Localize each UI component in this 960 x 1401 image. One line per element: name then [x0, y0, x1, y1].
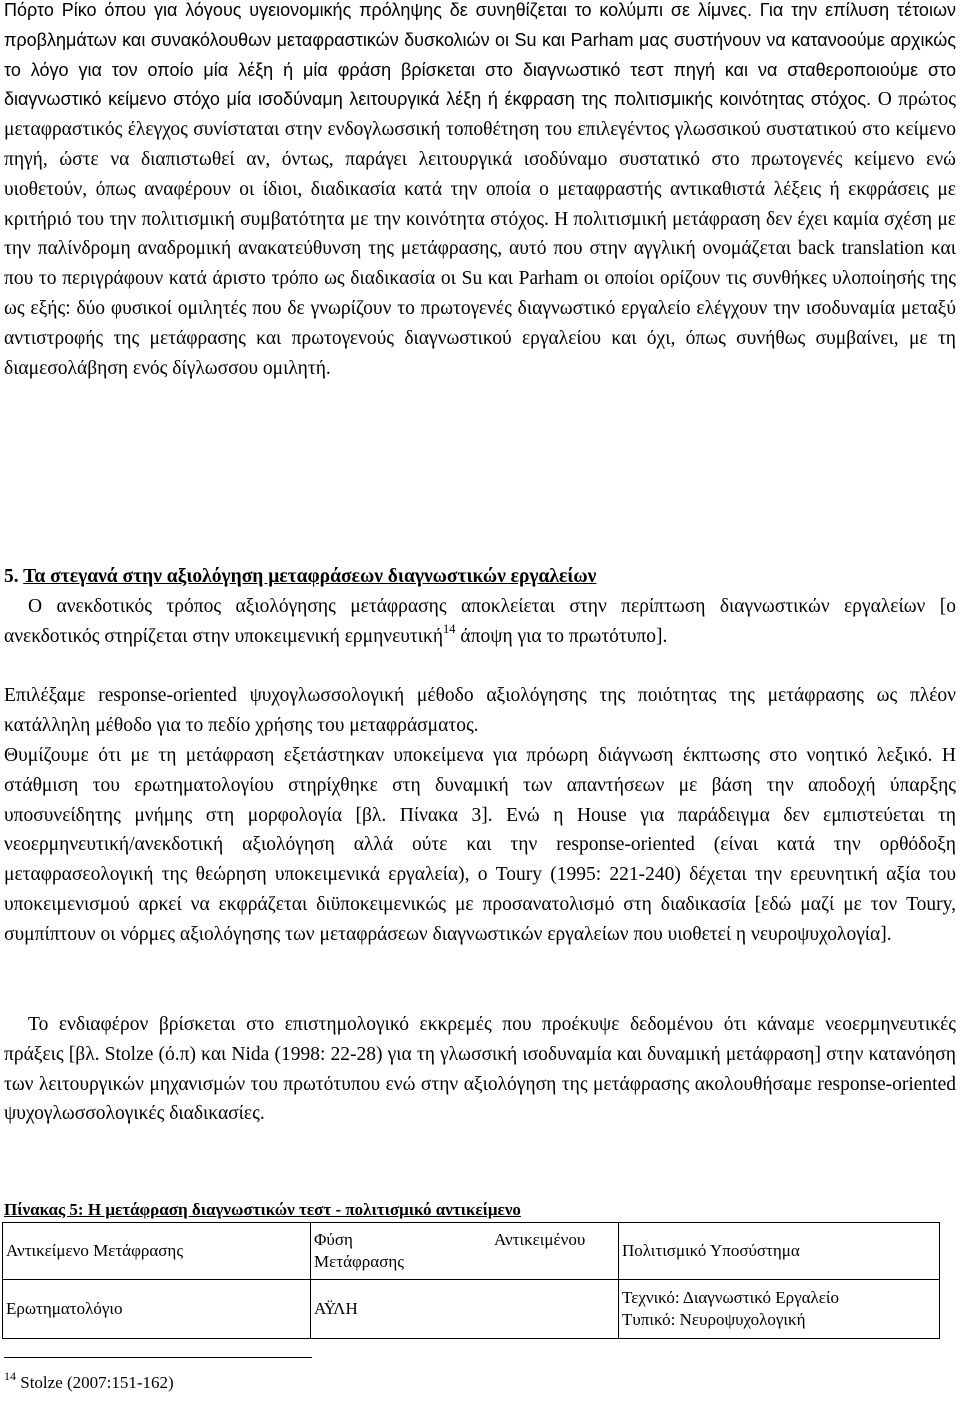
paragraph-text: Ο πρώτος μεταφραστικός έλεγχος συνίσταται στην ενδογλωσσική τοποθέτηση του επιλεγέντος γλωσσικού συστατικού στο κείμενο πηγή, ώστε να διαπιστωθεί αν, όντως, παράγει λειτουργικά ισοδύναμο συστατικό στο πρωτογενές κείμενο ενώ υιοθετούν, όπως αναφέρουν οι ίδιοι, διαδικασία κατά την οποία ο μεταφραστής αντικαθιστά λέξεις ή εκφράσεις με κριτήριό του την πολιτισμική συμβατότητα με την κοινότητα στόχος. Η πολιτισμική μετάφραση δεν έχει καμία σχέση με την παλίνδρομη αναδρομική ανακατεύθυνση της μετάφρασης, αυτό που στην αγγλική ονομάζεται back translation και που το περιγράφουν κατά άριστο τρόπο ως διαδικασία οι Su και Parham οι οποίοι ορίζουν τις συνθήκες υλοποίησής της ως εξής: δύο φυσικοί ομιλητές που δε γνωρίζουν το πρωτογενές διαγνωστικό εργαλείο ελέγχουν την ισοδυναμία μεταξύ αντιστροφής της μετάφρασης και πρωτογενούς διαγνωστικού εργαλείου και όχι, όπως συνήθως συμβαίνει, με τη διαμεσολάβηση ενός δίγλωσσου ομιλητή.: [4, 89, 957, 379]
footnote-reference: 14: [443, 621, 456, 636]
table-caption: Πίνακας 5: Η μετάφραση διαγνωστικών τεστ - πολιτισμικό αντικείμενο: [4, 1200, 521, 1219]
paragraph-text: Το ενδιαφέρον βρίσκεται στο επιστημολογικό εκκρεμές που προέκυψε δεδομένου ότι κάναμε νεοερμηνευτικές πράξεις [βλ. Stolze (ό.π) και Nida (1998: 22-28) για τη γλωσσική ισοδυναμία και δυναμική μετάφραση] στην κατανόηση των λειτουργικών μηχανισμών του πρωτότυπου ενώ στην αξιολόγηση της μετάφρασης ακολουθήσαμε response-oriented ψυχογλωσσολογικές διαδικασίες.: [4, 1014, 956, 1125]
section-heading: [4, 562, 956, 592]
footnote-number: 14: [4, 1369, 16, 1383]
header-cell: [619, 1223, 940, 1280]
cell-value: Τυπικό: Νευροψυχολογική: [622, 1310, 806, 1329]
body-paragraph: [4, 1010, 956, 1129]
cell-value: Ερωτηματολόγιο: [6, 1299, 123, 1318]
paragraph-text: άποψη για το πρωτότυπο].: [455, 625, 668, 647]
table-cell: [619, 1280, 940, 1339]
section-number: 5.: [4, 566, 19, 587]
cell-value: ΑΫΛΗ: [314, 1299, 358, 1318]
section-title: Τα στεγανά στην αξιολόγηση μεταφράσεων διαγνωστικών εργαλείων: [23, 566, 597, 587]
table-cell: [3, 1280, 311, 1339]
header-label: Αντικειμένου: [494, 1230, 586, 1249]
footnote-text: Stolze (2007:151-162): [16, 1373, 174, 1392]
header-label: Μετάφρασης: [314, 1252, 404, 1271]
paragraph-text: Επιλέξαμε response-oriented ψυχογλωσσολογική μέθοδο αξιολόγησης της ποιότητας της μετάφρασης ως πλέον κατάλληλη μέθοδο για το πεδίο χρήσης του μεταφράσματος.: [4, 685, 956, 736]
header-label: Αντικείμενο Μετάφρασης: [6, 1241, 184, 1260]
paragraph-text: Θυμίζουμε ότι με τη μετάφραση εξετάστηκαν υποκείμενα για πρόωρη διάγνωση έκπτωσης στο νοητικό λεξικό. Η στάθμιση του ερωτηματολογίου στηρίχθηκε στη δυναμική των απαντήσεων με βάση την αποδοχή ύπαρξης υποσυνείδητης μνήμης στη μορφολογία [βλ. Πίνακα 3]. Ενώ η House για παράδειγμα δεν εμπιστεύεται τη νεοερμηνευτική/ανεκδοτική αξιολόγηση αλλά ούτε και την response-oriented (είναι κατά την ορθόδοξη μεταφρασεολογική της θεώρηση υποκειμενικά εργαλεία), ο Toury (1995: 221-240) δέχεται την ερευνητική αξία του υποκειμενισμού αρκεί να εκφράζεται διϋποκειμενικώς με προσανατολισμό στη διαδικασία [εδώ μαζί με τον Toury, συμπίπτουν οι νόρμες αξιολόγησης των μεταφράσεων διαγνωστικών εργαλείων που υιοθετεί η νευροψυχολογία].: [4, 745, 956, 945]
table-header-row: [3, 1223, 940, 1280]
header-cell: [3, 1223, 311, 1280]
body-paragraph: [4, 741, 956, 950]
header-label: Φύση: [314, 1230, 353, 1249]
table-row: [3, 1280, 940, 1339]
cell-value: Τεχνικό: Διαγνωστικό Εργαλείο: [622, 1288, 839, 1307]
header-cell: [311, 1223, 619, 1280]
body-paragraph: [4, 0, 956, 383]
header-label: Πολιτισμικό Υποσύστημα: [622, 1241, 800, 1260]
paragraph-text: Ο ανεκδοτικός τρόπος αξιολόγησης μετάφρασης αποκλείεται στην περίπτωση διαγνωστικών εργαλείων [ο ανεκδοτικός στηρίζεται στην υποκειμενική ερμηνευτική: [4, 596, 956, 647]
body-paragraph: [4, 592, 956, 652]
paragraph-text: Πόρτο Ρίκο όπου για λόγους υγειονομικής πρόληψης δε συνηθίζεται το κολύμπι σε λίμνες. Για την επίλυση τέτοιων προβλημάτων και συνακόλουθων μεταφραστικών δυσκολιών οι Su και Parham μας συστήνουν να κατανοούμε αρχικώς το λόγο για τον οποίο μία λέξη ή μία φράση βρίσκεται στο διαγνωστικό τεστ πηγή και να σταθεροποιούμε στο διαγνωστικό κείμενο στόχο μία ισοδύναμη λειτουργικά λέξη ή έκφραση της πολιτισμικής κοινότητας στόχος.: [4, 0, 956, 110]
body-paragraph: [4, 681, 956, 741]
footnote-separator: [4, 1357, 312, 1358]
table-cell: [311, 1280, 619, 1339]
footnote: [4, 1371, 174, 1395]
data-table: [2, 1222, 940, 1339]
